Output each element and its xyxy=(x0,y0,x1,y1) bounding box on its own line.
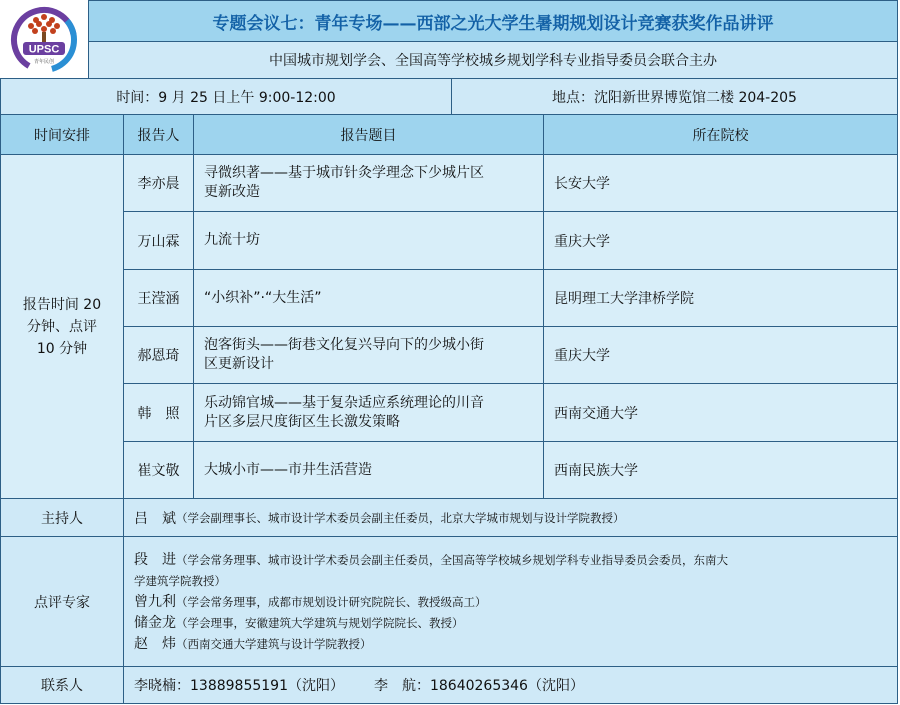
logo-subtext: 青年民创 xyxy=(33,59,55,65)
report-speaker-text: 李亦晨 xyxy=(137,176,180,192)
expert-name: 储金龙 xyxy=(134,615,176,631)
report-school-text: 昆明理工大学津桥学院 xyxy=(554,291,694,307)
host-name: 吕 斌 xyxy=(134,510,176,527)
col-header-speaker-text: 报告人 xyxy=(137,127,180,144)
report-speaker-text: 万山霖 xyxy=(137,233,180,250)
expert-item xyxy=(134,591,487,612)
report-school xyxy=(543,326,898,384)
host-label xyxy=(0,498,124,537)
report-speaker-text: 王滢涵 xyxy=(137,291,180,307)
col-header-topic-text: 报告题目 xyxy=(340,127,397,144)
contact-label-text: 联系人 xyxy=(41,678,83,694)
host-info xyxy=(123,498,898,537)
report-topic-line: 大城小市——市井生活营造 xyxy=(204,461,372,478)
report-speaker xyxy=(123,269,194,327)
report-school-text: 长安大学 xyxy=(554,176,610,192)
expert-item xyxy=(134,633,372,654)
organizers xyxy=(88,41,898,79)
col-header-speaker xyxy=(123,114,194,155)
contact-info xyxy=(123,666,898,704)
page-title xyxy=(88,0,898,42)
expert-desc: （西南交通大学建筑与设计学院教授） xyxy=(176,637,372,651)
expert-name: 赵 炜 xyxy=(134,636,176,652)
report-school-text: 西南交通大学 xyxy=(554,405,638,422)
experts-label xyxy=(0,536,124,667)
report-topic xyxy=(193,383,544,442)
col-header-schedule-text: 时间安排 xyxy=(34,127,90,144)
expert-name: 曾九利 xyxy=(134,594,176,610)
contact-label xyxy=(0,666,124,704)
report-school xyxy=(543,441,898,499)
report-school xyxy=(543,154,898,212)
expert-desc-continued: 学建筑学院教授） xyxy=(134,574,226,588)
session-time-text: 时间：9 月 25 日上午 9:00-12:00 xyxy=(116,89,336,106)
session-location xyxy=(451,78,898,115)
col-header-school-text: 所在院校 xyxy=(692,127,749,144)
report-topic xyxy=(193,211,544,270)
report-topic xyxy=(193,326,544,384)
session-time xyxy=(0,78,452,115)
report-topic xyxy=(193,269,544,327)
upsc-logo-icon xyxy=(9,4,79,74)
col-header-schedule xyxy=(0,114,124,155)
report-topic-line: 片区多层尺度街区生长激发策略 xyxy=(204,413,400,430)
report-speaker-text: 韩 照 xyxy=(137,405,180,422)
report-speaker-text: 郝恩琦 xyxy=(137,348,180,364)
host-label-text: 主持人 xyxy=(41,510,83,527)
report-speaker xyxy=(123,211,194,270)
contact-2: 李 航：18640265346（沈阳） xyxy=(373,678,584,694)
schedule-note-line-2: 分钟、点评 xyxy=(27,318,97,335)
report-school xyxy=(543,211,898,270)
experts-label-text: 点评专家 xyxy=(34,594,90,611)
experts-list xyxy=(123,536,898,667)
schedule-note-line-3: 10 分钟 xyxy=(36,340,88,357)
report-topic-line: 区更新设计 xyxy=(204,356,274,372)
report-topic-line: 寻微织著——基于城市针灸学理念下少城片区 xyxy=(204,165,484,181)
report-topic-line: 九流十坊 xyxy=(204,232,260,248)
report-school-text: 重庆大学 xyxy=(554,348,610,364)
report-topic xyxy=(193,154,544,212)
schedule-note xyxy=(0,154,124,499)
logo-text: UPSC xyxy=(28,43,60,56)
report-speaker xyxy=(123,383,194,442)
report-school-text: 西南民族大学 xyxy=(554,463,638,479)
report-topic-line: 泡客街头——街巷文化复兴导向下的少城小街 xyxy=(204,337,484,353)
organizers-text: 中国城市规划学会、全国高等学校城乡规划学科专业指导委员会联合主办 xyxy=(269,53,717,69)
report-topic-line: 更新改造 xyxy=(204,184,260,200)
report-school xyxy=(543,269,898,327)
expert-desc: （学会常务理事、城市设计学术委员会副主任委员，全国高等学校城乡规划学科专业指导委员会委员，东南大 xyxy=(176,553,728,567)
col-header-school xyxy=(543,114,898,155)
contact-1: 李晓楠：13889855191（沈阳） xyxy=(134,678,344,694)
report-school xyxy=(543,383,898,442)
report-topic-line: “小织补”·“大生活” xyxy=(204,289,322,306)
col-header-topic xyxy=(193,114,544,155)
expert-desc: （学会常务理事，成都市规划设计研究院院长、教授级高工） xyxy=(176,595,487,609)
session-location-text: 地点：沈阳新世界博览馆二楼 204-205 xyxy=(552,89,797,106)
host-desc: （学会副理事长、城市设计学术委员会副主任委员，北京大学城市规划与设计学院教授） xyxy=(176,510,625,525)
report-topic-line: 乐动锦官城——基于复杂适应系统理论的川音 xyxy=(204,394,484,411)
expert-item xyxy=(134,549,728,570)
report-topic xyxy=(193,441,544,499)
page-title-text: 专题会议七：青年专场——西部之光大学生暑期规划设计竞赛获奖作品讲评 xyxy=(212,13,774,34)
expert-item xyxy=(134,612,464,633)
report-speaker xyxy=(123,326,194,384)
report-speaker xyxy=(123,154,194,212)
expert-desc: （学会理事，安徽建筑大学建筑与规划学院院长、教授） xyxy=(176,616,464,630)
logo xyxy=(0,0,88,78)
expert-name: 段 进 xyxy=(134,552,176,568)
report-speaker xyxy=(123,441,194,499)
report-school-text: 重庆大学 xyxy=(554,233,610,250)
report-speaker-text: 崔文敬 xyxy=(137,463,180,479)
expert-item-continued xyxy=(134,570,226,591)
schedule-note-line-1: 报告时间 20 xyxy=(22,296,102,313)
